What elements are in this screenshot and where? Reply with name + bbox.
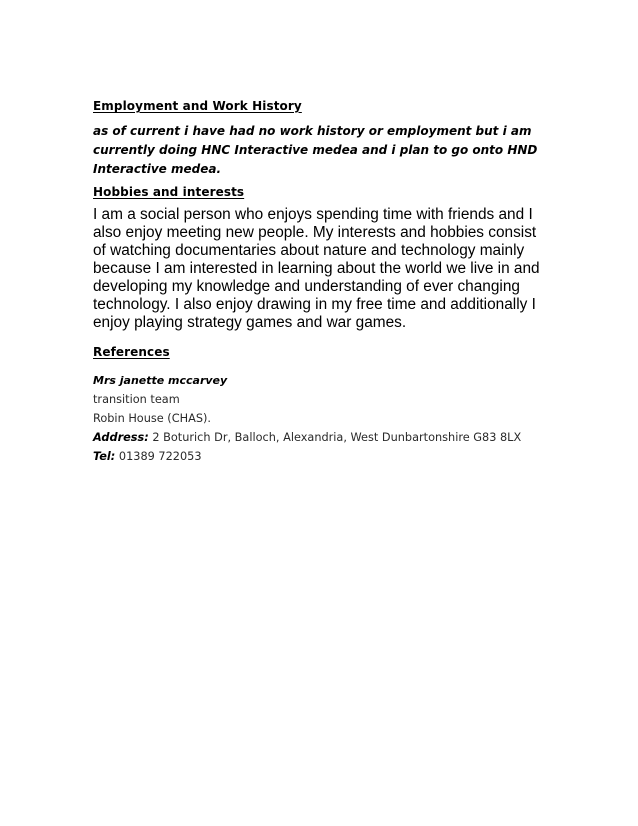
tel-label: Tel: xyxy=(93,450,116,463)
tel-value: 01389 722053 xyxy=(115,450,202,463)
reference-organisation: Robin House (CHAS). xyxy=(93,412,211,425)
hobbies-heading: Hobbies and interests xyxy=(93,185,245,199)
employment-heading: Employment and Work History xyxy=(93,99,302,113)
address-label: Address: xyxy=(93,431,149,444)
document-page xyxy=(93,98,543,466)
references-heading: References xyxy=(93,345,170,359)
reference-address xyxy=(93,428,543,447)
employment-text: as of current i have had no work history or employment but i am currently doing HNC Interactive medea and i plan to go onto HND Interactive medea. xyxy=(93,124,538,176)
address-value: 2 Boturich Dr, Balloch, Alexandria, West Dunbartonshire G83 8LX xyxy=(148,431,522,444)
reference-role: transition team xyxy=(93,393,180,406)
reference-tel xyxy=(93,447,543,466)
reference-entry xyxy=(93,371,543,466)
reference-name: Mrs janette mccarvey xyxy=(93,374,228,387)
hobbies-text: I am a social person who enjoys spending time with friends and I also enjoy meeting new people. My interests and hobbies consist of watching documentaries about nature and technology mainly because I am interested in learning about the world we live in and developing my knowledge and understanding of ever changing technology. I also enjoy drawing in my free time and additionally I enjoy playing strategy games and war games. xyxy=(93,206,540,331)
